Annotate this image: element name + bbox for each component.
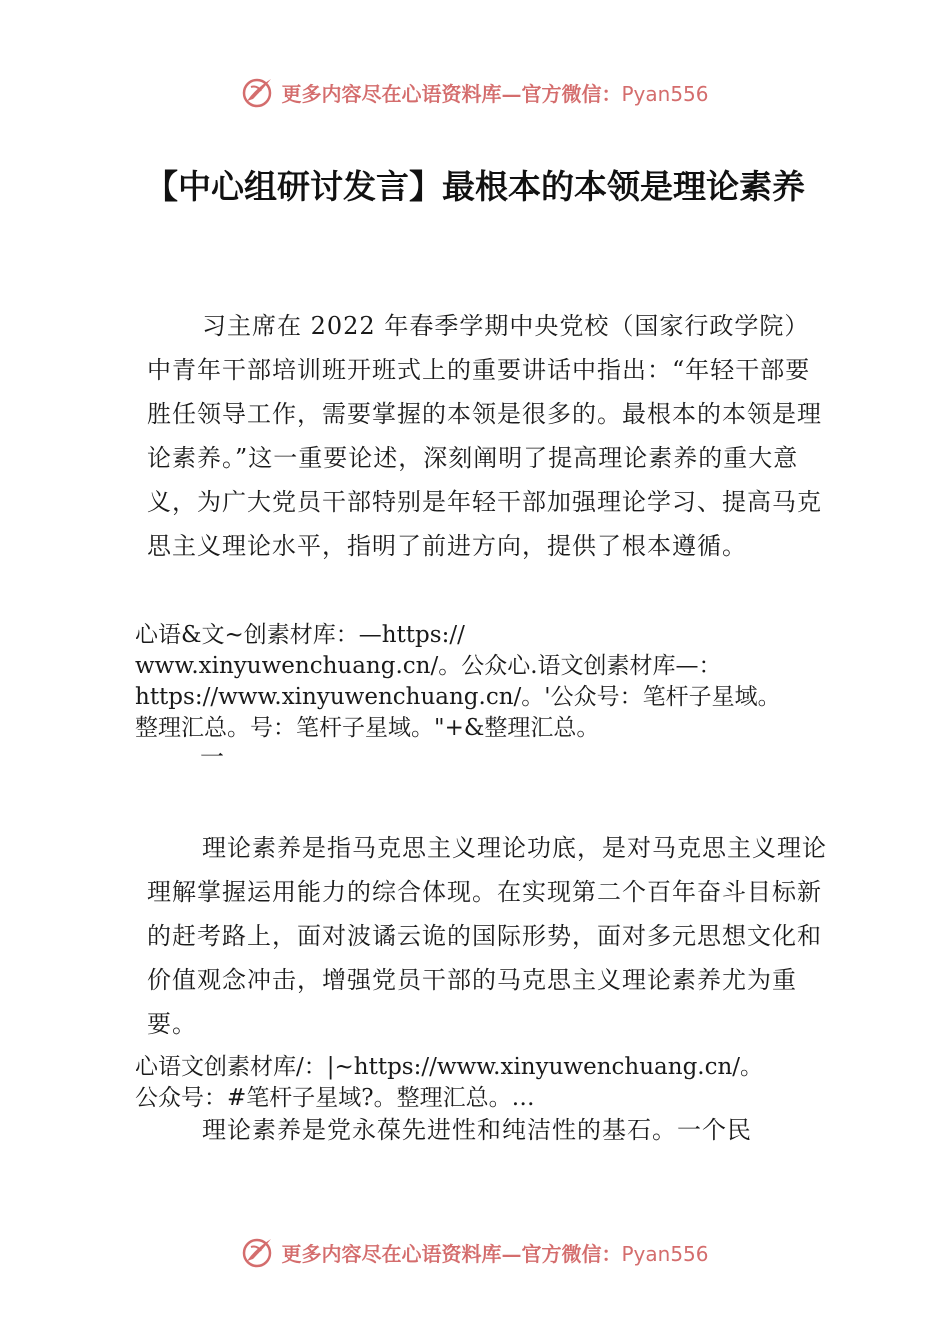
wechat-id: Pyan556 [621, 81, 709, 106]
paragraph-1: 习主席在 2022 年春季学期中央党校（国家行政学院） 中青年干部培训班开班式上的重要讲话中指出：“年轻干部要胜任领导工作，需要掌握的本领是很多的。最根本的本领是理论素养。”这一重要论述，深刻阐明了提高理论素养的重大意义，为广大党员干部特别是年轻干部加强理论学习、提高马克思主义理论水平，指明了前进方向，提供了根本遵循。 [147, 312, 822, 560]
note-line: 整理汇总。号：笔杆子星域。"+&整理汇总。 [135, 715, 600, 741]
note-line: 心语&文~创素材库：—https:// [135, 622, 465, 648]
note-line: www.xinyuwenchuang.cn/。公众心.语文创素材库—： [135, 653, 722, 679]
note-line: 心语文创素材库/：|~https://www.xinyuwenchuang.cn/。 [135, 1054, 764, 1080]
header-banner [0, 72, 950, 112]
banner-main-text: 更多内容尽在心语资料库—官方微信： [281, 1241, 622, 1266]
banner-text [281, 1238, 708, 1267]
scroll-quill-icon [241, 75, 275, 109]
paragraph-2: 理论素养是指马克思主义理论功底，是对马克思主义理论理解掌握运用能力的综合体现。在实现第二个百年奋斗目标新的赶考路上，面对波谲云诡的国际形势，面对多元思想文化和价值观念冲击，增强党员干部的马克思主义理论素养尤为重要。 [147, 834, 827, 1038]
note-line: 公众号：#笔杆子星域?。整理汇总。… [135, 1085, 535, 1111]
note-line: https://www.xinyuwenchuang.cn/。'公众号：笔杆子星域。 [135, 684, 781, 710]
wechat-id: Pyan556 [621, 1241, 709, 1266]
banner-main-text: 更多内容尽在心语资料库—官方微信： [281, 81, 622, 106]
paragraph-3: 理论素养是党永葆先进性和纯洁性的基石。一个民 [202, 1116, 752, 1144]
watermark-note-2 [135, 1052, 855, 1114]
watermark-note-1 [135, 620, 855, 744]
section-marker: 一 [200, 743, 224, 771]
document-title: 【中心组研讨发言】最根本的本领是理论素养 [145, 167, 805, 206]
banner-text [281, 78, 708, 107]
footer-banner [0, 1232, 950, 1272]
scroll-quill-icon [241, 1235, 275, 1269]
